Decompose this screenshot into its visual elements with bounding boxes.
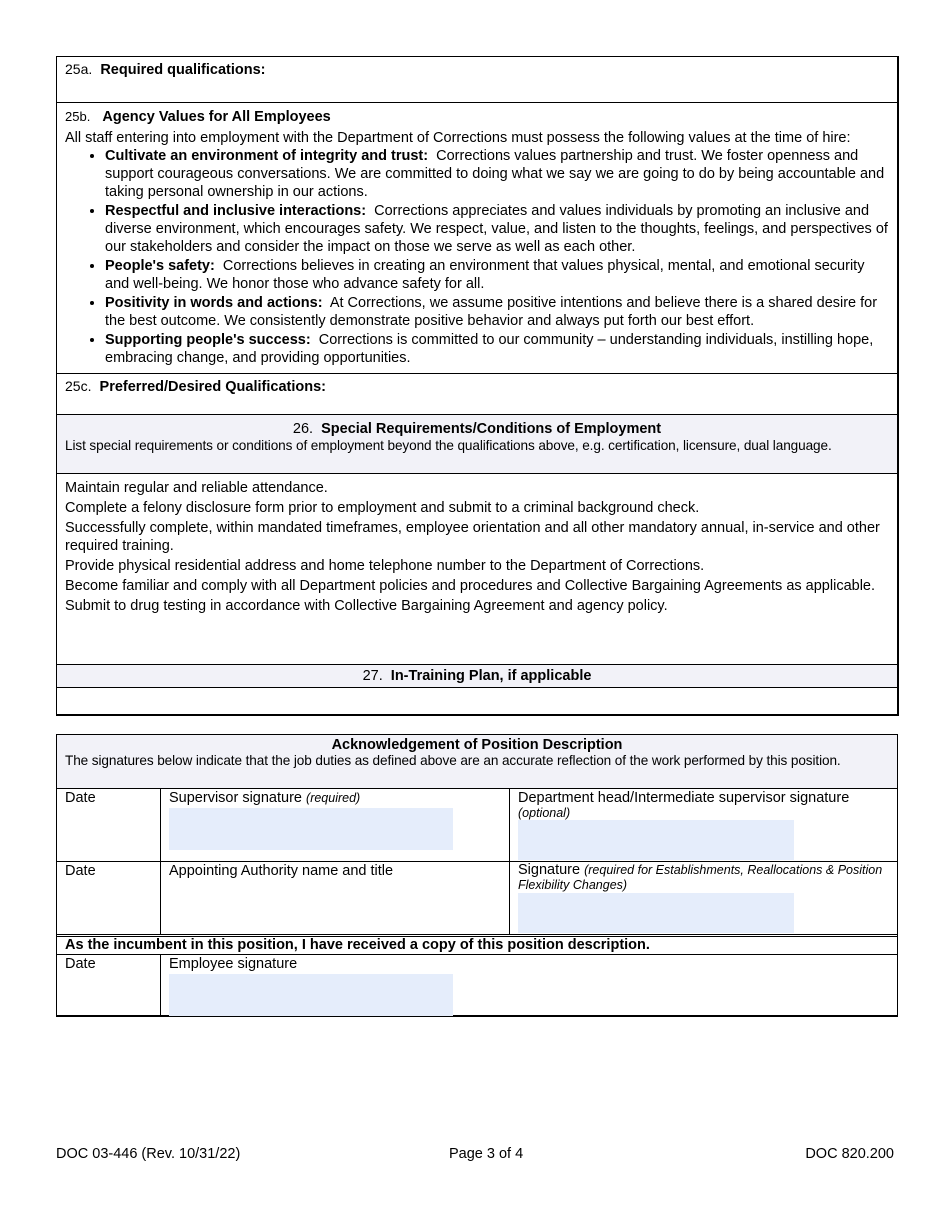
date-label: Date (57, 955, 161, 1017)
section-number: 26. (292, 421, 314, 437)
section-26-header (57, 415, 897, 474)
acknowledgement-header (57, 735, 897, 788)
form-number: DOC 03-446 (Rev. 10/31/22) (56, 1146, 241, 1162)
section-number: 27. (362, 668, 383, 684)
section-25c (57, 374, 897, 415)
in-training-plan-content (57, 688, 897, 714)
list-item: Become familiar and comply with all Department policies and procedures and Collective Bargaining Agreements as applicable. (65, 578, 876, 594)
appointing-authority-label: Appointing Authority name and title (161, 862, 510, 934)
dept-head-signature-field[interactable] (518, 820, 794, 860)
signature-row-appointing (57, 861, 897, 934)
date-label: Date (57, 862, 161, 934)
agency-values-intro: All staff entering into employment with the Department of Corrections must possess the following values at the time of hire: (65, 130, 851, 146)
date-label: Date (57, 789, 161, 861)
list-item: Provide physical residential address and home telephone number to the Department of Corrections. (65, 558, 705, 574)
section-25b (57, 103, 897, 374)
position-description-table (56, 56, 899, 716)
list-item: Successfully complete, within mandated timeframes, employee orientation and all other mandatory annual, in-service and other required training. (65, 520, 880, 554)
agency-values-list (65, 147, 889, 367)
acknowledgement-table (56, 734, 898, 1017)
signature-row-supervisor (57, 788, 897, 861)
section-number: 25c. (65, 378, 92, 394)
special-requirements-list (57, 474, 897, 665)
list-item: • Positivity in words and actions: At Corrections, we assume positive intentions and believe there is a shared desire for the best outcome. We consistently demonstrate positive behavior and always put forth our best effort. (105, 294, 889, 330)
dept-head-signature-cell: Department head/Intermediate supervisor signature (optional) (510, 789, 897, 861)
special-requirements-desc: List special requirements or conditions of employment beyond the qualifications above, e.g. certification, licensure, dual language. (65, 438, 832, 453)
preferred-qualifications-label: Preferred/Desired Qualifications: (99, 379, 326, 395)
list-item: • Respectful and inclusive interactions: Corrections appreciates and values individuals by promoting an inclusive and diverse environment, which encourages safety. We respect, value, and listen to the thoughts, feelings, and perspectives of our stakeholders and consider the impact on those we serve as well as each other. (105, 202, 889, 256)
section-27-header (57, 665, 897, 688)
list-item: • Cultivate an environment of integrity and trust: Corrections values partnership and trust. We foster openness and support courageous conversations. We are committed to doing what we say we are going to do by being accountable and taking personal ownership in our actions. (105, 147, 889, 201)
section-25a (57, 57, 897, 103)
incumbent-statement: As the incumbent in this position, I have received a copy of this position description. (57, 934, 897, 954)
list-item: Submit to drug testing in accordance with Collective Bargaining Agreement and agency policy. (65, 598, 668, 614)
list-item: • Supporting people's success: Corrections is committed to our community – understanding individuals, instilling hope, embracing change, and providing opportunities. (105, 331, 889, 367)
appointing-signature-cell: Signature (required for Establishments, Reallocations & Position Flexibility Changes) (510, 862, 897, 934)
employee-signature-cell: Employee signature (161, 955, 510, 1017)
employee-signature-field[interactable] (169, 974, 453, 1016)
supervisor-signature-cell: Supervisor signature (required) (161, 789, 510, 861)
acknowledgement-desc: The signatures below indicate that the job duties as defined above are an accurate reflection of the work performed by this position. (65, 753, 841, 768)
agency-values-title: Agency Values for All Employees (102, 109, 331, 125)
supervisor-signature-field[interactable] (169, 808, 453, 850)
page-number: Page 3 of 4 (449, 1146, 524, 1162)
list-item: Maintain regular and reliable attendance. (65, 480, 328, 496)
required-qualifications-label: Required qualifications: (100, 62, 266, 78)
appointing-signature-field[interactable] (518, 893, 794, 933)
policy-number: DOC 820.200 (805, 1146, 894, 1162)
section-number: 25b. (65, 109, 91, 124)
list-item: • People's safety: Corrections believes in creating an environment that values physical, mental, and emotional security and well-being. We honor those who advance safety for all. (105, 257, 889, 293)
in-training-plan-title: In-Training Plan, if applicable (390, 668, 592, 684)
special-requirements-title: Special Requirements/Conditions of Employment (321, 421, 662, 437)
signature-row-employee (57, 954, 897, 1015)
section-number: 25a. (65, 61, 93, 77)
list-item: Complete a felony disclosure form prior to employment and submit to a criminal background check. (65, 500, 700, 516)
acknowledgement-title: Acknowledgement of Position Description (331, 737, 623, 753)
